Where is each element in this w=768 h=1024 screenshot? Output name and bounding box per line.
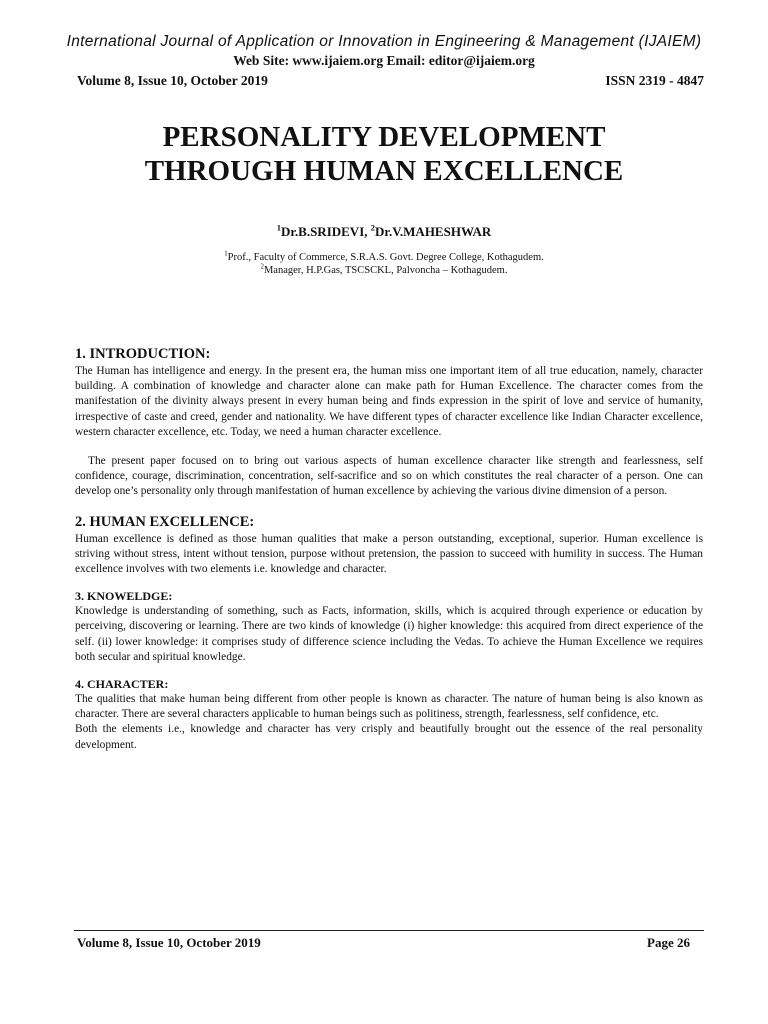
author-list (60, 224, 708, 240)
author-1-name: Dr.B.SRIDEVI, (280, 224, 371, 239)
knowledge-paragraph: Knowledge is understanding of something, such as Facts, information, skills, which is acquired through experience or education by perceiving, discovering or learning. There are two kinds of knowledge (i) higher knowledge: this acquired from direct experience of the self. (ii) lower knowledge: it comprises study of difference science including the Vedas. To achieve the Human Excellence we requires both secular and spiritual knowledge. (75, 605, 703, 663)
affiliation-2-marker: 2 (260, 263, 264, 271)
author-2-marker: 2 (370, 222, 375, 233)
affiliation-1-marker: 1 (224, 250, 228, 258)
section-heading-knowledge: 3. KNOWELDGE: (75, 589, 173, 604)
paper-title-line-1: PERSONALITY DEVELOPMENT (162, 121, 606, 153)
author-2-name: Dr.V.MAHESHWAR (374, 224, 492, 239)
footer-page-number: Page 26 (647, 935, 690, 950)
section-heading-human-excellence: 2. HUMAN EXCELLENCE: (75, 513, 255, 530)
author-1-marker: 1 (276, 222, 281, 233)
affiliation-1-text: Prof., Faculty of Commerce, S.R.A.S. Govt. Degree College, Kothagudem. (227, 252, 544, 263)
character-paragraph-2: Both the elements i.e., knowledge and character has very crisply and beautifully brought out the essence of the real personality development. (75, 723, 703, 751)
website-email-line: Web Site: www.ijaiem.org Email: editor@ijaiem.org (233, 53, 535, 68)
affiliation-2-text: Manager, H.P.Gas, TSCSCKL, Palvoncha – Kothagudem. (263, 265, 508, 276)
section-heading-character: 4. CHARACTER: (75, 677, 169, 692)
header-volume: Volume 8, Issue 10, October 2019 (77, 73, 268, 88)
section-heading-introduction: 1. INTRODUCTION: (75, 346, 211, 362)
affiliation-2 (60, 265, 708, 276)
journal-title: International Journal of Application or Innovation in Engineering & Management (IJAIEM) (66, 33, 702, 50)
affiliation-1 (60, 252, 708, 263)
paper-title (60, 120, 708, 188)
intro-paragraph-1: The Human has intelligence and energy. In the present era, the human miss one important item of all true education, namely, character building. A combination of knowledge and character alone can make path for Human Excellence. The character comes from the manifestation of the divinity always present in every human being and finds expression in the spirit of love and service of humanity, irrespective of caste and creed, gender and nationality. We have different types of character excellence like Indian Character excellence, western character excellence, etc. Today, we need a human character excellence. (75, 365, 703, 438)
paper-body (75, 346, 703, 753)
intro-paragraph-2: The present paper focused on to bring out various aspects of human excellence character like strength and fearlessness, self confidence, courage, discrimination, concentration, self-sacrifice and so on which constitutes the real character of a person. One can develop one’s personality only through manifestation of human excellence by achieving the various divine dimension of a person. (75, 455, 703, 498)
footer-divider (74, 930, 704, 931)
character-paragraph-1: The qualities that make human being different from other people is known as character. The nature of human being is also known as character. There are several characters applicable to human beings such as politiness, strength, fearlessness, self confidence, etc. (75, 693, 703, 721)
excellence-paragraph: Human excellence is defined as those human qualities that make a person outstanding, exceptional, superior. Human excellence is striving without stress, intent without tension, purpose without pretension, the passion to succeed with humility in success. The Human excellence involves with two elements i.e. knowledge and character. (75, 532, 703, 576)
paper-title-line-2: THROUGH HUMAN EXCELLENCE (144, 155, 624, 187)
footer-volume: Volume 8, Issue 10, October 2019 (77, 935, 261, 950)
header-issn: ISSN 2319 - 4847 (605, 73, 704, 88)
